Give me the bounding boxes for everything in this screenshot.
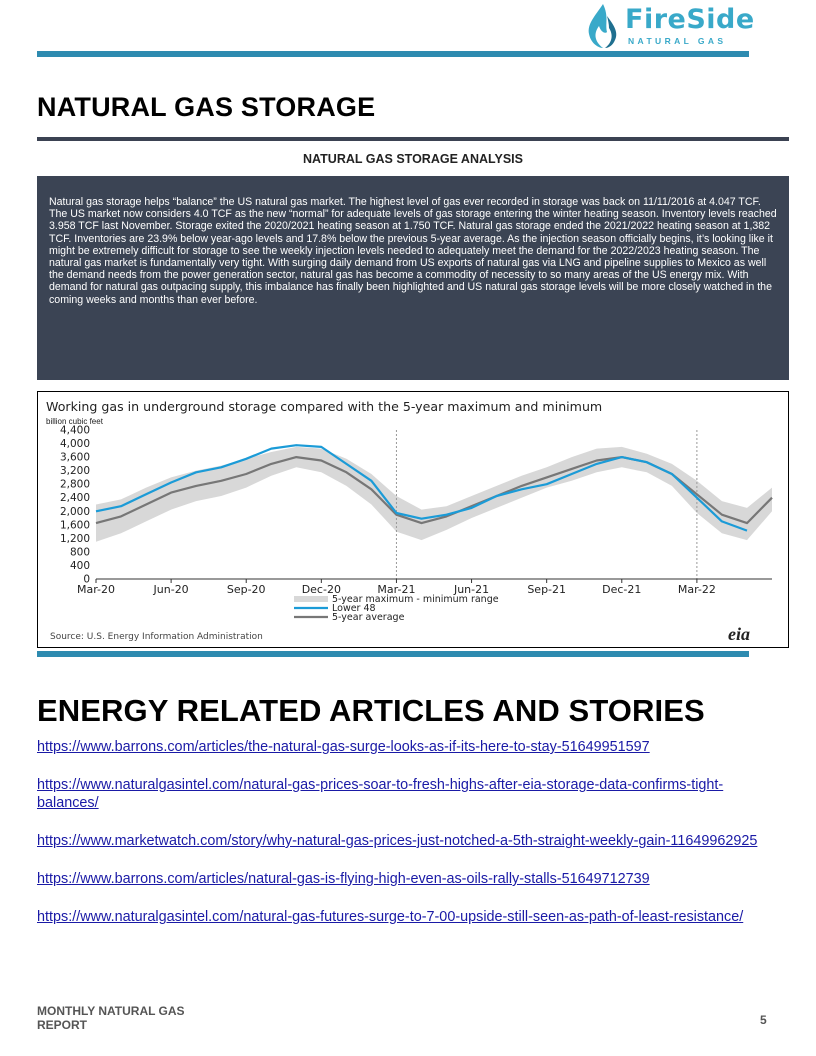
y-tick-label: 400 (69, 559, 90, 572)
y-tick-label: 4,000 (59, 438, 90, 451)
article-link-3[interactable]: https://www.marketwatch.com/story/why-natural-gas-prices-just-notched-a-5th-straight-weekly-gain-11649962925 (37, 833, 758, 849)
y-tick-label: 4,400 (59, 424, 90, 437)
logo-subtitle: NATURAL GAS (628, 36, 727, 46)
page-number: 5 (760, 1013, 767, 1027)
chart-title: Working gas in underground storage compared with the 5-year maximum and minimum (46, 399, 603, 414)
x-tick-label: Sep-21 (527, 583, 567, 596)
storage-chart (37, 391, 789, 648)
page-title: NATURAL GAS STORAGE (37, 92, 376, 122)
article-link-2[interactable]: https://www.naturalgasintel.com/natural-gas-prices-soar-to-fresh-highs-after-eia-storage-data-confirms-tight-balances/ (37, 777, 724, 811)
flame-icon (583, 2, 623, 50)
eia-logo: eia (728, 624, 750, 644)
articles-list (37, 738, 777, 946)
y-tick-label: 800 (69, 546, 90, 559)
x-tick-label: Sep-20 (226, 583, 266, 596)
legend-label: 5-year average (332, 612, 405, 623)
legend-label: Lower 48 (332, 603, 376, 614)
y-tick-label: 2,400 (59, 492, 90, 505)
y-tick-label: 1,200 (59, 532, 90, 545)
y-tick-label: 2,000 (59, 505, 90, 518)
range-band (96, 447, 772, 542)
x-tick-label: Dec-21 (602, 583, 642, 596)
article-link-5[interactable]: https://www.naturalgasintel.com/natural-gas-futures-surge-to-7-00-upside-still-seen-as-path-of-least-resistance/ (37, 909, 744, 925)
section-subtitle: NATURAL GAS STORAGE ANALYSIS (303, 152, 523, 166)
y-tick-label: 3,200 (59, 465, 90, 478)
y-tick-label: 3,600 (59, 451, 90, 464)
footer-report-name: MONTHLY NATURAL GAS REPORT (37, 1004, 185, 1032)
article-link-4[interactable]: https://www.barrons.com/articles/natural-gas-is-flying-high-even-as-oils-rally-stalls-51649712739 (37, 871, 650, 887)
y-tick-label: 1,600 (59, 519, 90, 532)
analysis-text: Natural gas storage helps “balance” the US natural gas market. The highest level of gas ever recorded in storage was back on 11/11/2016 at 4.047 TCF. The US market now considers 4.0 TCF as the new “normal” for adequate levels of gas storage entering the winter heating season. Inventory levels reached 3.958 TCF last November. Storage exited the 2020/2021 heating season at 1.750 TCF. Natural gas storage ended the 2021/2022 heating season at 1,382 TCF. Inventories are 23.9% below year-ago levels and 17.8% below the previous 5-year average. As the injection season officially begins, it’s looking like it might be extremely difficult for storage to see the weekly injection levels needed to adequately meet the demand for the 2022/2023 heating season. The natural gas market is fundamentally very tight. With surging daily demand from US exports of natural gas via LNG and pipeline supplies to Mexico as well the demand needs from the power generation sector, natural gas has become a commodity of necessity to so many areas of the US energy mix. With demand for natural gas outpacing supply, this imbalance has finally been highlighted and US natural gas storage levels will be more closely watched in the coming weeks and months than ever before. (49, 196, 777, 306)
analysis-box (37, 176, 789, 380)
storage-chart-svg (38, 392, 788, 647)
chart-ylabel: billion cubic feet (46, 417, 103, 426)
logo-name: FireSide (625, 4, 755, 35)
x-tick-label: Mar-21 (377, 583, 416, 596)
title-rule (37, 137, 789, 141)
x-tick-label: Jun-20 (153, 583, 189, 596)
fireside-logo (583, 2, 773, 50)
y-tick-label: 2,800 (59, 478, 90, 491)
header-rule (37, 51, 749, 57)
articles-heading: ENERGY RELATED ARTICLES AND STORIES (37, 693, 705, 728)
y-tick-label: 0 (83, 573, 90, 586)
x-tick-label: Mar-22 (677, 583, 716, 596)
x-tick-label: Dec-20 (301, 583, 341, 596)
article-link-1[interactable]: https://www.barrons.com/articles/the-natural-gas-surge-looks-as-if-its-here-to-stay-51649951597 (37, 739, 650, 755)
x-tick-label: Jun-21 (453, 583, 490, 596)
chart-rule (37, 651, 749, 657)
x-tick-label: Mar-20 (76, 583, 116, 596)
legend-label: 5-year maximum - minimum range (332, 594, 499, 605)
chart-source: Source: U.S. Energy Information Administration (50, 632, 263, 642)
